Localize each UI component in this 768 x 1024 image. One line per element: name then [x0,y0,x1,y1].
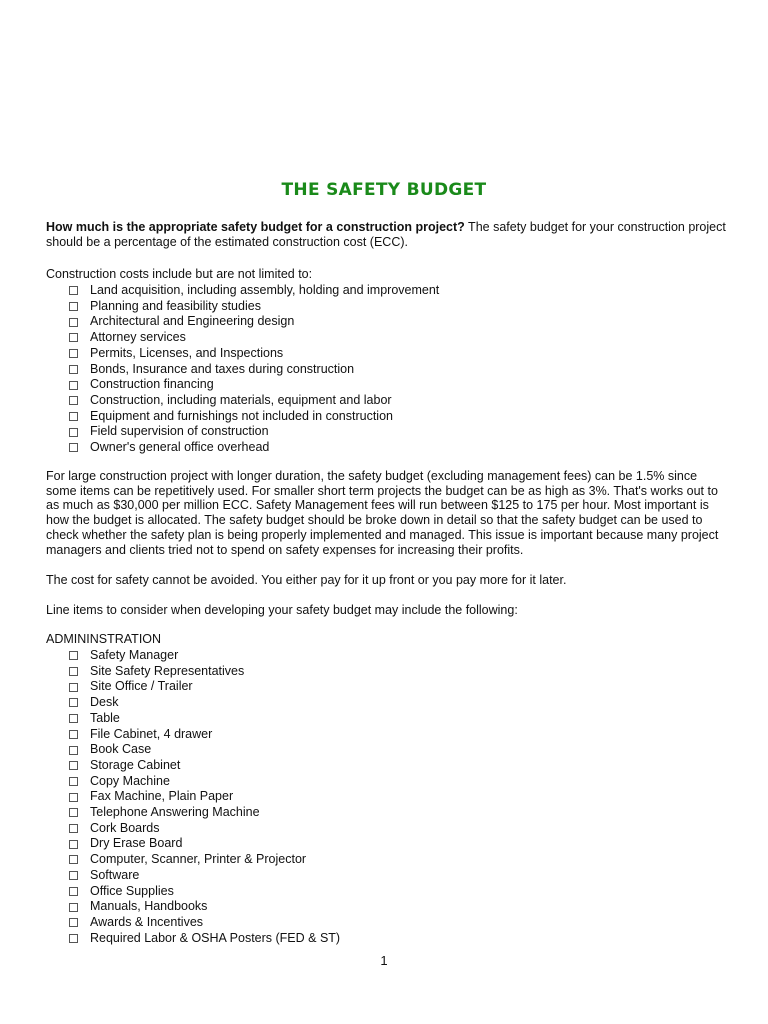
list-item-text: Copy Machine [90,773,170,788]
construction-costs-list [69,283,439,456]
list-item [69,915,340,931]
list-item-text: Manuals, Handbooks [90,899,208,914]
intro-answer: The safety budget for your construction project should be a percentage of the estimated construction cost (ECC). [46,220,726,250]
checkbox-bullet-icon [69,333,78,342]
list-item-text: Software [90,867,140,882]
checkbox-bullet-icon [69,871,78,880]
list-item [69,362,439,378]
checkbox-bullet-icon [69,349,78,358]
list-item-text: Construction financing [90,377,214,392]
checkbox-bullet-icon [69,934,78,943]
costs-heading: Construction costs include but are not limited to: [46,267,313,281]
checkbox-bullet-icon [69,840,78,849]
list-item-text: Safety Manager [90,648,179,662]
checkbox-bullet-icon [69,793,78,802]
list-item-text: Site Safety Representatives [90,663,245,678]
list-item-text: File Cabinet, 4 drawer [90,726,213,741]
checkbox-bullet-icon [69,302,78,311]
list-item [69,868,340,884]
checkbox-bullet-icon [69,667,78,676]
list-item-text: Architectural and Engineering design [90,314,295,329]
list-item [69,440,439,456]
list-item [69,899,340,915]
list-item [69,836,340,852]
list-item [69,679,340,695]
checkbox-bullet-icon [69,443,78,452]
checkbox-bullet-icon [69,918,78,927]
list-item [69,727,340,743]
list-item [69,805,340,821]
list-item [69,377,439,393]
list-item [69,409,439,425]
checkbox-bullet-icon [69,714,78,723]
list-item [69,664,340,680]
large-project-paragraph: For large construction project with longer duration, the safety budget (excluding management fees) can be 1.5% since some items can be repetitively used. For smaller short term projects the budget can be as high as 3%. That's works out to as much as $30,000 per million ECC. Safety Management fees will run between $125 to 175 per hour. Most important is how the budget is allocated. The safety budget should be broke down in detail so that the safety budget can be used to check whether the safety plan is being properly implemented and managed. This issue is important because many project managers and clients tried not to spend on safety expenses for increasing their profits. [46,469,719,557]
list-item-text: Equipment and furnishings not included in construction [90,408,393,423]
list-item-text: Storage Cabinet [90,757,181,772]
list-item-text: Field supervision of construction [90,424,269,439]
checkbox-bullet-icon [69,698,78,707]
page-title: THE SAFETY BUDGET [281,180,487,200]
checkbox-bullet-icon [69,428,78,437]
list-item-text: Planning and feasibility studies [90,298,261,313]
list-item [69,852,340,868]
list-item [69,299,439,315]
checkbox-bullet-icon [69,887,78,896]
list-item [69,758,340,774]
checkbox-bullet-icon [69,412,78,421]
checkbox-bullet-icon [69,824,78,833]
list-item [69,931,340,947]
list-item-text: Desk [90,695,119,710]
list-item-text: Office Supplies [90,883,174,898]
list-item-text: Fax Machine, Plain Paper [90,789,234,804]
checkbox-bullet-icon [69,761,78,770]
list-item [69,821,340,837]
checkbox-bullet-icon [69,855,78,864]
checkbox-bullet-icon [69,730,78,739]
list-item [69,314,439,330]
list-item-text: Land acquisition, including assembly, holding and improvement [90,283,440,297]
list-item [69,424,439,440]
list-item [69,648,340,664]
intro-paragraph [46,220,726,251]
list-item [69,884,340,900]
checkbox-bullet-icon [69,903,78,912]
list-item-text: Awards & Incentives [90,914,204,929]
list-item-text: Attorney services [90,330,186,345]
intro-question: How much is the appropriate safety budget for a construction project? [46,220,465,234]
administration-heading: ADMININSTRATION [46,632,162,646]
list-item-text: Dry Erase Board [90,836,183,851]
list-item-text: Owner's general office overhead [90,440,270,455]
safety-cost-paragraph: The cost for safety cannot be avoided. You either pay for it up front or you pay more for it later. [46,573,567,587]
list-item [69,774,340,790]
list-item [69,346,439,362]
list-item [69,393,439,409]
checkbox-bullet-icon [69,746,78,755]
list-item [69,789,340,805]
checkbox-bullet-icon [69,365,78,374]
checkbox-bullet-icon [69,381,78,390]
list-item-text: Book Case [90,742,152,757]
checkbox-bullet-icon [69,286,78,295]
list-item-text: Site Office / Trailer [90,679,193,694]
checkbox-bullet-icon [69,808,78,817]
list-item-text: Cork Boards [90,820,160,835]
list-item-text: Table [90,710,120,725]
checkbox-bullet-icon [69,683,78,692]
list-item-text: Construction, including materials, equipment and labor [90,392,392,407]
list-item [69,711,340,727]
list-item-text: Required Labor & OSHA Posters (FED & ST) [90,930,341,945]
list-item-text: Computer, Scanner, Printer & Projector [90,852,307,867]
checkbox-bullet-icon [69,777,78,786]
list-item [69,283,439,299]
list-item-text: Telephone Answering Machine [90,805,260,820]
line-items-paragraph: Line items to consider when developing your safety budget may include the following: [46,603,518,617]
checkbox-bullet-icon [69,318,78,327]
list-item [69,695,340,711]
list-item [69,742,340,758]
checkbox-bullet-icon [69,396,78,405]
list-item-text: Bonds, Insurance and taxes during construction [90,361,355,376]
list-item [69,330,439,346]
administration-list [69,648,340,946]
list-item-text: Permits, Licenses, and Inspections [90,345,284,360]
checkbox-bullet-icon [69,651,78,660]
page-number: 1 [380,953,388,968]
